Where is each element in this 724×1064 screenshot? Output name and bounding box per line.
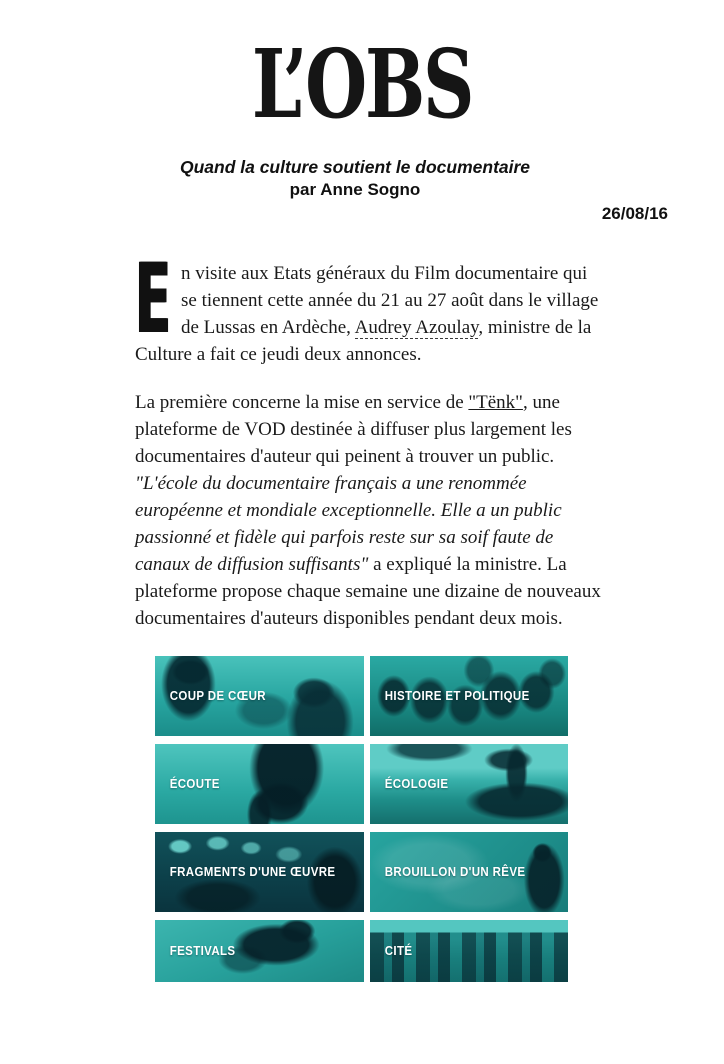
- text-segment: , une plateforme de VOD destinée à diffuser plus largement les documentaires d'auteur qui peinent à trouver un public.: [135, 392, 572, 467]
- category-tile-silhouette-performer[interactable]: [155, 744, 364, 824]
- drop-cap: E: [135, 243, 172, 355]
- inline-link[interactable]: Audrey Azoulay: [354, 317, 479, 338]
- category-tile-two-men-seaside[interactable]: [155, 656, 364, 736]
- inline-link[interactable]: "Tënk": [468, 392, 523, 413]
- category-tile-person-in-mist[interactable]: [370, 832, 568, 912]
- article-header: [135, 156, 575, 201]
- text-segment: , ministre de la Culture a fait ce jeudi deux annonces.: [135, 317, 592, 365]
- article-byline: par Anne Sogno: [289, 180, 421, 199]
- text-segment: "L'école du documentaire français a une renommée européenne et mondiale exceptionnelle. Elle a un public passionné et fidèle qui parfois reste sur sa soif faute de canaux de diffusion suffisants": [135, 473, 562, 575]
- category-label: FRAGMENTS D'UNE ŒUVRE: [169, 865, 336, 879]
- category-grid: [155, 656, 724, 982]
- category-label: HISTOIRE ET POLITIQUE: [384, 689, 530, 703]
- category-tile-city-skyline[interactable]: [370, 920, 568, 982]
- text-segment: n visite aux Etats généraux du Film documentaire qui se tiennent cette année du 21 au 27 août dans le village de Lussas en Ardèche,: [181, 263, 599, 338]
- article-title: Quand la culture soutient le documentaire: [179, 157, 531, 177]
- category-label: ÉCOLOGIE: [384, 777, 449, 791]
- article-body: [135, 243, 601, 632]
- category-label: CITÉ: [384, 944, 413, 958]
- category-tile-excavator-landscape[interactable]: [370, 744, 568, 824]
- category-label: BROUILLON D'UN RÊVE: [384, 865, 526, 879]
- text-segment: a expliqué la ministre. La plateforme propose chaque semaine une dizaine de nouveaux documentaires d'auteurs disponibles pendant deux mois.: [135, 554, 601, 629]
- paragraph: [135, 389, 601, 632]
- article-date: 26/08/16: [601, 204, 668, 223]
- category-tile-person-lying-down[interactable]: [155, 920, 364, 982]
- page: [0, 29, 724, 1064]
- category-label: FESTIVALS: [169, 944, 236, 958]
- category-tile-control-room-screens[interactable]: [155, 832, 364, 912]
- category-label: COUP DE CŒUR: [169, 689, 266, 703]
- category-tile-crowd-of-people[interactable]: [370, 656, 568, 736]
- category-label: ÉCOUTE: [169, 777, 220, 791]
- paragraph: [135, 243, 601, 368]
- lobs-logo: L’OBS: [251, 29, 473, 140]
- text-segment: La première concerne la mise en service de: [135, 392, 469, 413]
